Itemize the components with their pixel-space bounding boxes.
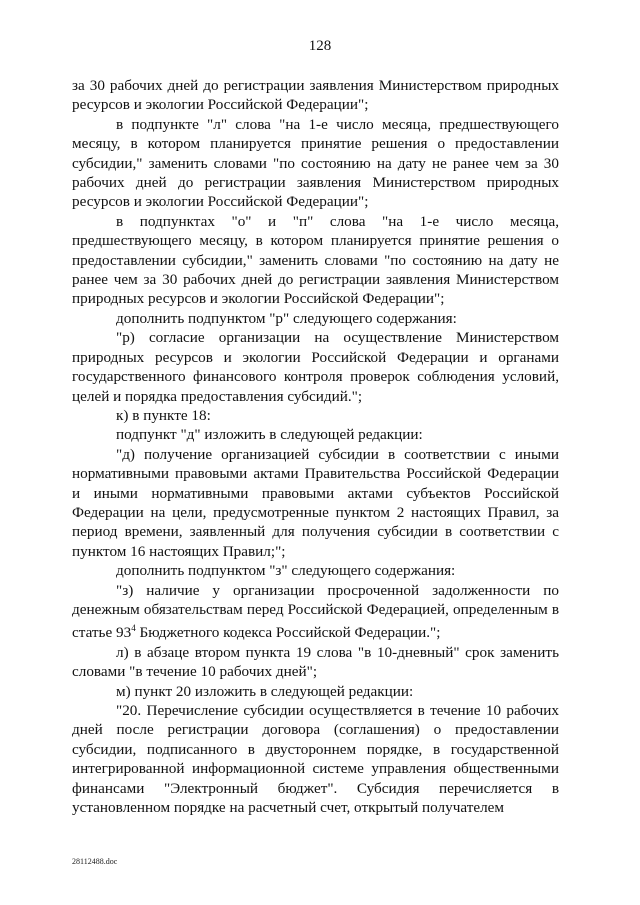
paragraph-z-text: "з) наличие у организации просроченной задолженности по денежным обязательствам перед Российской Федерацией, определенным в статье 93 <box>72 581 559 642</box>
page-number: 128 <box>308 38 332 54</box>
paragraph-z-text-after: Бюджетного кодекса Российской Федерации."; <box>135 624 441 642</box>
paragraph: дополнить подпунктом "з" следующего содержания: <box>116 562 456 580</box>
paragraph: "д) получение организацией субсидии в соответствии с иными нормативными правовыми актами Правительства Российской Федерации и иными нормативными правовыми актами субъектов Российской Федерации на цели, предусмотренные пунктом 2 настоящих Правил, за период времени, заявленный для получения субсидии в соответствии с пунктом 16 настоящих Правил;"; <box>72 445 559 560</box>
paragraph: дополнить подпунктом "р" следующего содержания: <box>116 309 457 327</box>
paragraph: м) пункт 20 изложить в следующей редакции: <box>116 682 414 700</box>
paragraph: к) в пункте 18: <box>116 406 211 424</box>
paragraph: в подпунктах "о" и "п" слова "на 1-е число месяца, предшествующего месяцу, в котором планируется принятие решения о предоставлении субсидии," заменить словами "по состоянию на дату не ранее чем за 30 рабочих дней до регистрации заявления Министерством природных ресурсов и экологии Российской Федерации"; <box>72 212 559 308</box>
document-body <box>72 76 559 818</box>
footer-doc-code: 28112488.doc <box>72 857 118 866</box>
paragraph: "р) согласие организации на осуществление Министерством природных ресурсов и экологии Российской Федерации и органами государственного финансового контроля проверок соблюдения условий, целей и порядка предоставления субсидий."; <box>72 329 559 405</box>
paragraph: подпункт "д" изложить в следующей редакции: <box>116 426 423 444</box>
paragraph-z <box>72 581 559 643</box>
paragraph: "20. Перечисление субсидии осуществляется в течение 10 рабочих дней после регистрации договора (соглашения) о предоставлении субсидии, подписанного в двустороннем порядке, в государственной интегрированной информационной системе управления общественными финансами "Электронный бюджет". Субсидия перечисляется в установленном порядке на расчетный счет, открытый получателем <box>72 702 559 817</box>
paragraph: в подпункте "л" слова "на 1-е число месяца, предшествующего месяцу, в котором планируется принятие решения о предоставлении субсидии," заменить словами "по состоянию на дату не ранее чем за 30 рабочих дней до регистрации заявления Министерством природных ресурсов и экологии Российской Федерации"; <box>72 115 559 211</box>
superscript-4: 4 <box>131 623 136 634</box>
paragraph: за 30 рабочих дней до регистрации заявления Министерством природных ресурсов и экологии Российской Федерации"; <box>72 77 559 114</box>
paragraph: л) в абзаце втором пункта 19 слова "в 10-дневный" срок заменить словами "в течение 10 рабочих дней"; <box>72 643 559 681</box>
